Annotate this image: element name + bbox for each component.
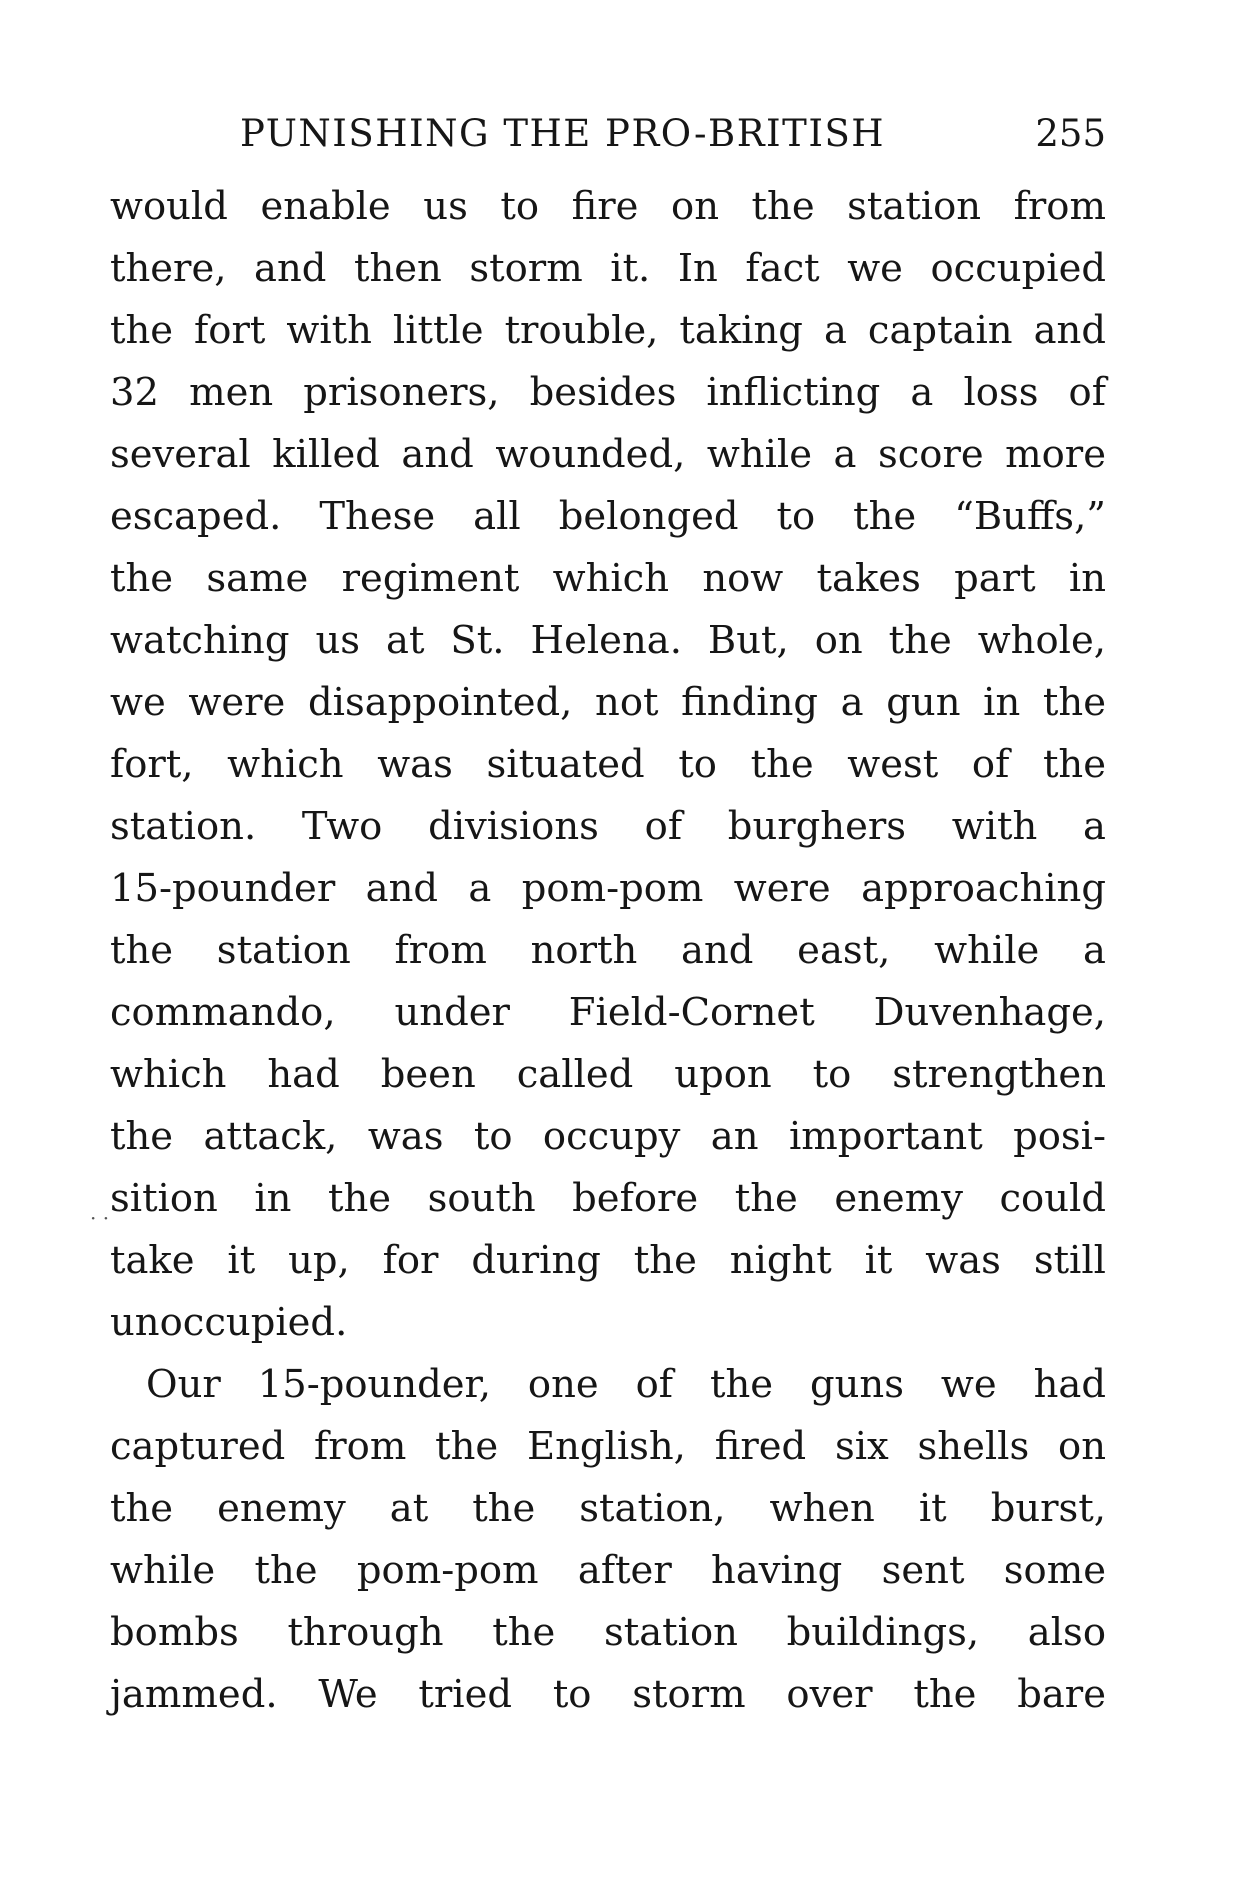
text-line: there, and then storm it. In fact we occupied xyxy=(110,246,1106,291)
text-line: the enemy at the station, when it burst, xyxy=(110,1486,1106,1531)
paragraph-1 xyxy=(110,176,1106,1354)
text-line: we were disappointed, not finding a gun in the xyxy=(110,680,1106,725)
text-line: the station from north and east, while a xyxy=(110,928,1106,973)
body-text xyxy=(110,176,1106,1726)
text-line: escaped. These all belonged to the “Buffs,” xyxy=(110,494,1106,539)
text-line: captured from the English, fired six shells on xyxy=(110,1424,1106,1469)
text-line: station. Two divisions of burghers with a xyxy=(110,804,1106,849)
margin-mark: · · xyxy=(90,1206,110,1230)
paragraph-2 xyxy=(110,1354,1106,1726)
text-line: fort, which was situated to the west of the xyxy=(110,742,1106,787)
text-line: sition in the south before the enemy could xyxy=(110,1176,1106,1221)
text-line: the attack, was to occupy an important posi- xyxy=(110,1114,1106,1159)
text-line: 32 men prisoners, besides inflicting a loss of xyxy=(110,370,1106,415)
text-line: the fort with little trouble, taking a captain and xyxy=(110,308,1106,353)
running-head xyxy=(236,104,1106,164)
text-line: Our 15-pounder, one of the guns we had xyxy=(146,1362,1106,1407)
text-line: which had been called upon to strengthen xyxy=(110,1052,1106,1097)
text-line: unoccupied. xyxy=(110,1300,348,1345)
page-number: 255 xyxy=(1035,112,1106,155)
text-line: would enable us to fire on the station from xyxy=(110,184,1106,229)
text-line: 15-pounder and a pom-pom were approaching xyxy=(110,866,1106,911)
text-line: watching us at St. Helena. But, on the whole, xyxy=(110,618,1106,663)
text-line: jammed. We tried to storm over the bare xyxy=(110,1672,1106,1717)
running-title: PUNISHING THE PRO-BRITISH xyxy=(240,112,886,155)
text-line: the same regiment which now takes part in xyxy=(110,556,1106,601)
text-line: take it up, for during the night it was still xyxy=(110,1238,1106,1283)
text-line: several killed and wounded, while a score more xyxy=(110,432,1106,477)
text-line: commando, under Field-Cornet Duvenhage, xyxy=(110,990,1106,1035)
text-line: bombs through the station buildings, also xyxy=(110,1610,1106,1655)
text-line: while the pom-pom after having sent some xyxy=(110,1548,1106,1593)
